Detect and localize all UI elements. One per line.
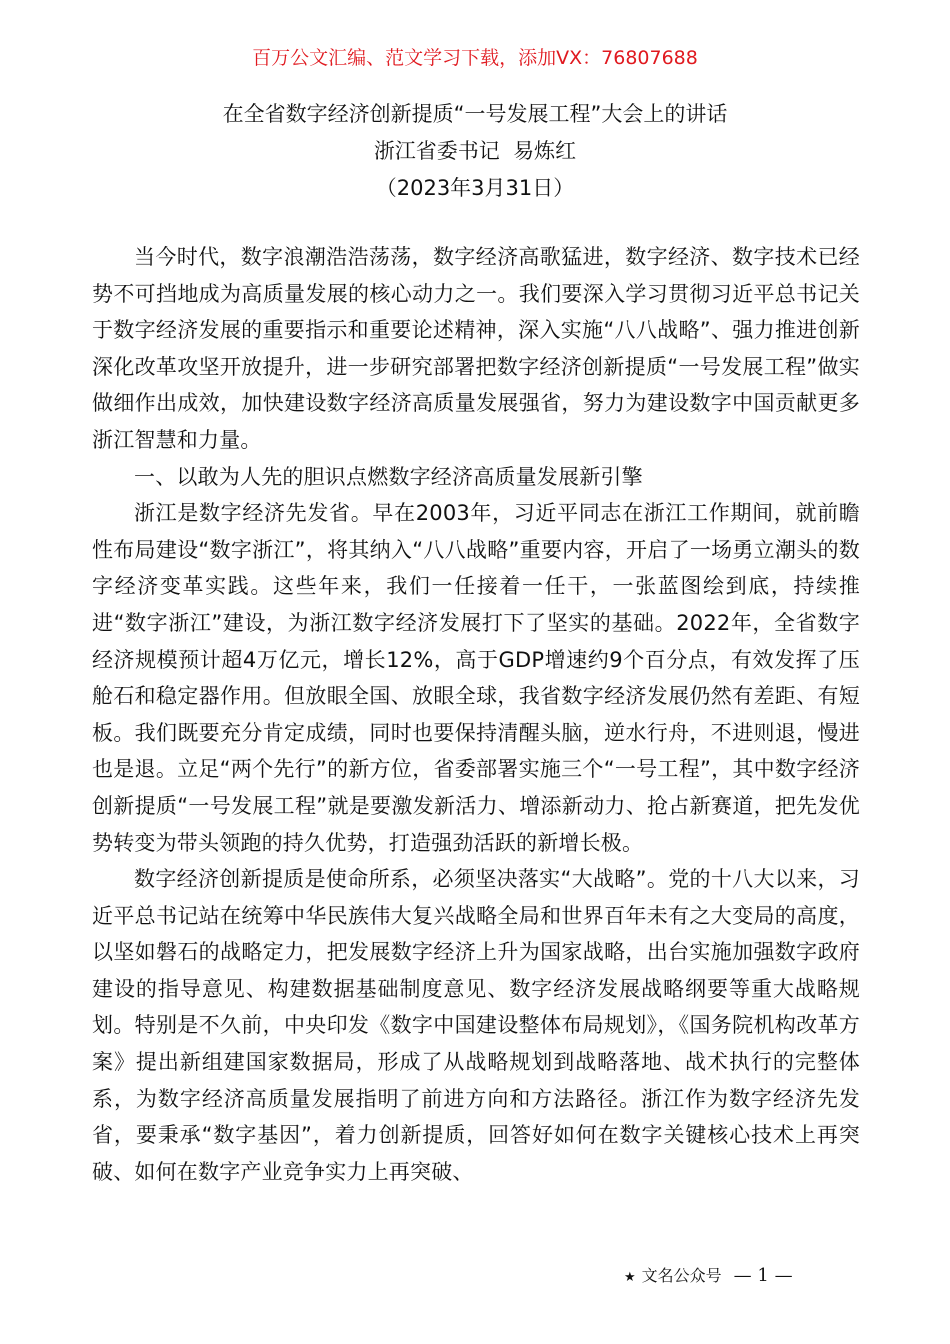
star-icon: ★ (624, 1270, 636, 1285)
title-block (0, 96, 950, 207)
paragraph-zhejiang: 浙江是数字经济先发省。早在2003年，习近平同志在浙江工作期间，就前瞻性布局建设“数字浙江”，将其纳入“八八战略”重要内容，开启了一场勇立潮头的数字经济变革实践。这些年来，我们一任接着一任干，一张蓝图绘到底，持续推进“数字浙江”建设，为浙江数字经济发展打下了坚实的基础。2022年，全省数字经济规模预计超4万亿元，增长12%，高于GDP增速约9个百分点，有效发挥了压舱石和稳定器作用。但放眼全国、放眼全球，我省数字经济发展仍然有差距、有短板。我们既要充分肯定成绩，同时也要保持清醒头脑，逆水行舟，不进则退，慢进也是退。立足“两个先行”的新方位，省委部署实施三个“一号工程”，其中数字经济创新提质“一号发展工程”就是要激发新活力、增添新动力、抢占新赛道，把先发优势转变为带头领跑的持久优势，打造强劲活跃的新增长极。 (92, 501, 860, 855)
page-footer (624, 1264, 844, 1290)
speaker-line: 浙江省委书记 易炼红 (373, 139, 577, 163)
paragraph-intro: 当今时代，数字浪潮浩浩荡荡，数字经济高歌猛进，数字经济、数字技术已经势不可挡地成为高质量发展的核心动力之一。我们要深入学习贯彻习近平总书记关于数字经济发展的重要指示和重要论述精神，深入实施“八八战略”、强力推进创新深化改革攻坚开放提升，进一步研究部署把数字经济创新提质“一号发展工程”做实做细作出成效，加快建设数字经济高质量发展强省，努力为建设数字中国贡献更多浙江智慧和力量。 (92, 245, 860, 452)
speech-title: 在全省数字经济创新提质“一号发展工程”大会上的讲话 (222, 102, 728, 126)
footer-source: 文名公众号 (641, 1266, 722, 1285)
section-heading-1: 一、以敢为人先的胆识点燃数字经济高质量发展新引擎 (134, 464, 643, 489)
paragraph-strategy: 数字经济创新提质是使命所系，必须坚决落实“大战略”。党的十八大以来，习近平总书记站在统筹中华民族伟大复兴战略全局和世界百年未有之大变局的高度，以坚如磐石的战略定力，把发展数字经济上升为国家战略，出台实施加强数字政府建设的指导意见、构建数据基础制度意见、数字经济发展战略纲要等重大战略规划。特别是不久前，中央印发《数字中国建设整体布局规划》，《国务院机构改革方案》提出新组建国家数据局，形成了从战略规划到战略落地、战术执行的完整体系，为数字经济高质量发展指明了前进方向和方法路径。浙江作为数字经济先发省，要秉承“数字基因”，着力创新提质，回答好如何在数字关键核心技术上再突破、如何在数字产业竞争实力上再突破、 (92, 867, 860, 1184)
body-text (92, 239, 860, 1190)
page-number-wrap: — 1 — (733, 1265, 793, 1286)
promo-banner: 百万公文汇编、范文学习下载，添加VX：76807688 (252, 47, 698, 69)
page-number: 1 (757, 1265, 769, 1286)
speech-date: （2023年3月31日） (375, 176, 575, 200)
